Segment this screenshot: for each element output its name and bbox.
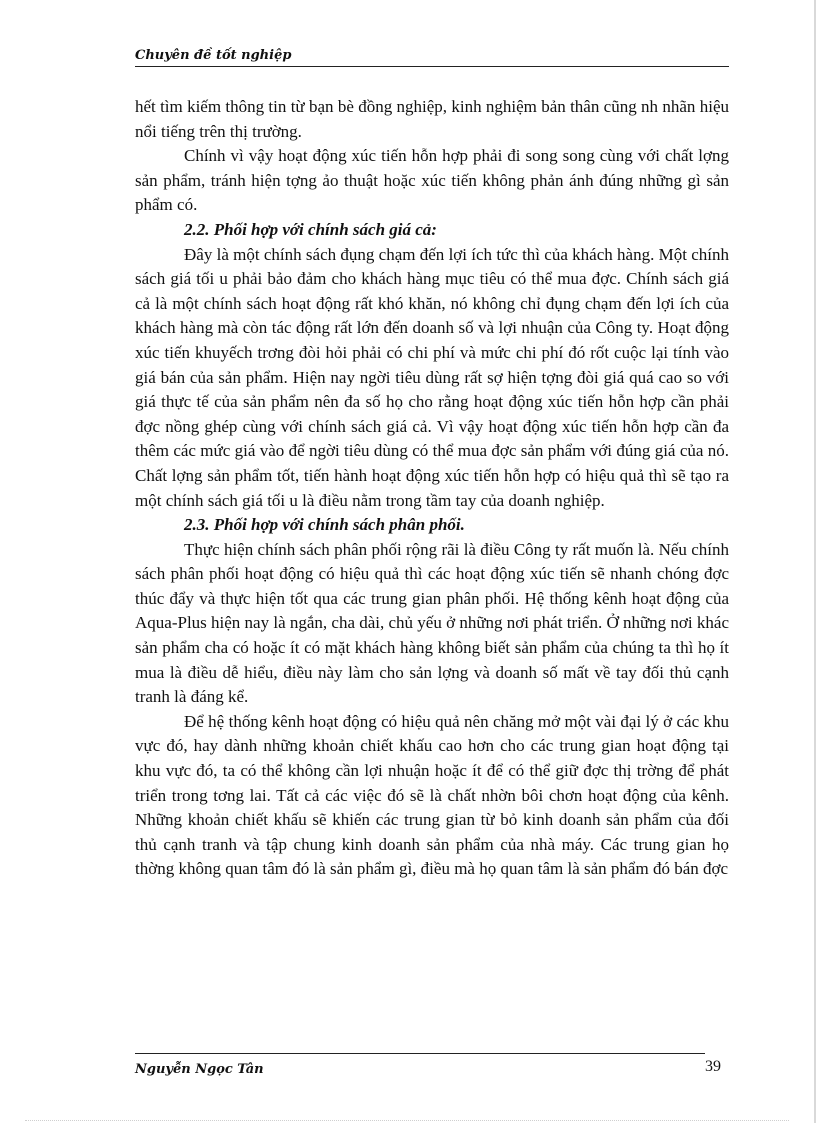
paragraph-1: hết tìm kiếm thông tin từ bạn bè đồng nghiệp, kinh nghiệm bản thân cũng nh nhãn hiệu nổi tiếng trên thị trường.	[135, 97, 729, 141]
section-heading-2-3: 2.3. Phối hợp với chính sách phân phối.	[184, 515, 465, 535]
page-header-title: Chuyên đề tốt nghiệp	[135, 48, 729, 67]
paragraph-2: Chính vì vậy hoạt động xúc tiến hỗn hợp phải đi song song cùng với chất lợng sản phẩm, tránh hiện tợng ảo thuật hoặc xúc tiến không phản ánh đúng những gì sản phẩm có.	[135, 146, 729, 215]
footer-divider	[135, 1053, 705, 1054]
footer-author: Nguyễn Ngọc Tân	[135, 1062, 264, 1077]
paragraph-3: Đây là một chính sách đụng chạm đến lợi ích tức thì của khách hàng. Một chính sách giá tối u phải bảo đảm cho khách hàng mục tiêu có thể mua đợc. Chính sách giá cả là một chính sách hoạt động rất khó khăn, nó không chỉ đụng chạm đến lợi ích của khách hàng mà còn tác động rất lớn đến doanh số và lợi nhuận của Công ty. Hoạt động xúc tiến khuyếch trơng đòi hỏi phải có chi phí và mức chi phí đó rốt cuộc lại tính vào giá bán của sản phẩm. Hiện nay ngời tiêu dùng rất sợ hiện tợng đòi giá quá cao so với giá thực tế của sản phẩm nên đa số họ cho rằng hoạt động xúc tiến hỗn hợp cần phải đợc nồng ghép cùng với chính sách giá cả. Vì vậy hoạt động xúc tiến hỗn hợp cần đa thêm các mức giá vào để ngời tiêu dùng có thể mua đợc sản phẩm với đúng giá của nó. Chất lợng sản phẩm tốt, tiến hành hoạt động xúc tiến hỗn hợp có hiệu quả thì sẽ tạo ra một chính sách giá tối u là điều nằm trong tầm tay của doanh nghiệp.	[135, 244, 729, 510]
page-number: 39	[705, 1058, 721, 1075]
paragraph-5: Để hệ thống kênh hoạt động có hiệu quả nên chăng mở một vài đại lý ở các khu vực đó, hay dành những khoản chiết khấu cao hơn cho các trung gian hoạt động tại khu vực đó, ta có thể không cần lợi nhuận hoặc ít để có thể giữ đợc thị trờng để phát triển trong tơng lai. Tất cả các việc đó sẽ là chất nhờn bôi chơn hoạt động của kênh. Những khoản chiết khấu sẽ khiến các trung gian từ bỏ kinh doanh sản phẩm của đối thủ cạnh tranh và tập chung kinh doanh sản phẩm của nhà máy. Các trung gian họ thờng không quan tâm đó là sản phẩm gì, điều mà họ quan tâm là sản phẩm đó bán đợc	[135, 711, 729, 879]
paragraph-4: Thực hiện chính sách phân phối rộng rãi là điều Công ty rất muốn là. Nếu chính sách phân phối hoạt động có hiệu quả thì các hoạt động xúc tiến sẽ nhanh chóng đợc thúc đẩy và thực hiện tốt qua các trung gian phân phối. Hệ thống kênh hoạt động của Aqua-Plus hiện nay là ngắn, cha dài, chủ yếu ở những nơi phát triển. Ở những nơi khác sản phẩm cha có hoặc ít có mặt khách hàng không biết sản phẩm của chúng ta thì họ ít mua là điều dễ hiểu, điều này làm cho sản lợng và doanh số mất về tay đối thủ cạnh tranh là đáng kể.	[135, 539, 729, 707]
body-text	[135, 95, 729, 882]
page-bottom-border	[25, 1120, 789, 1121]
section-heading-2-2: 2.2. Phối hợp với chính sách giá cả:	[184, 219, 437, 239]
